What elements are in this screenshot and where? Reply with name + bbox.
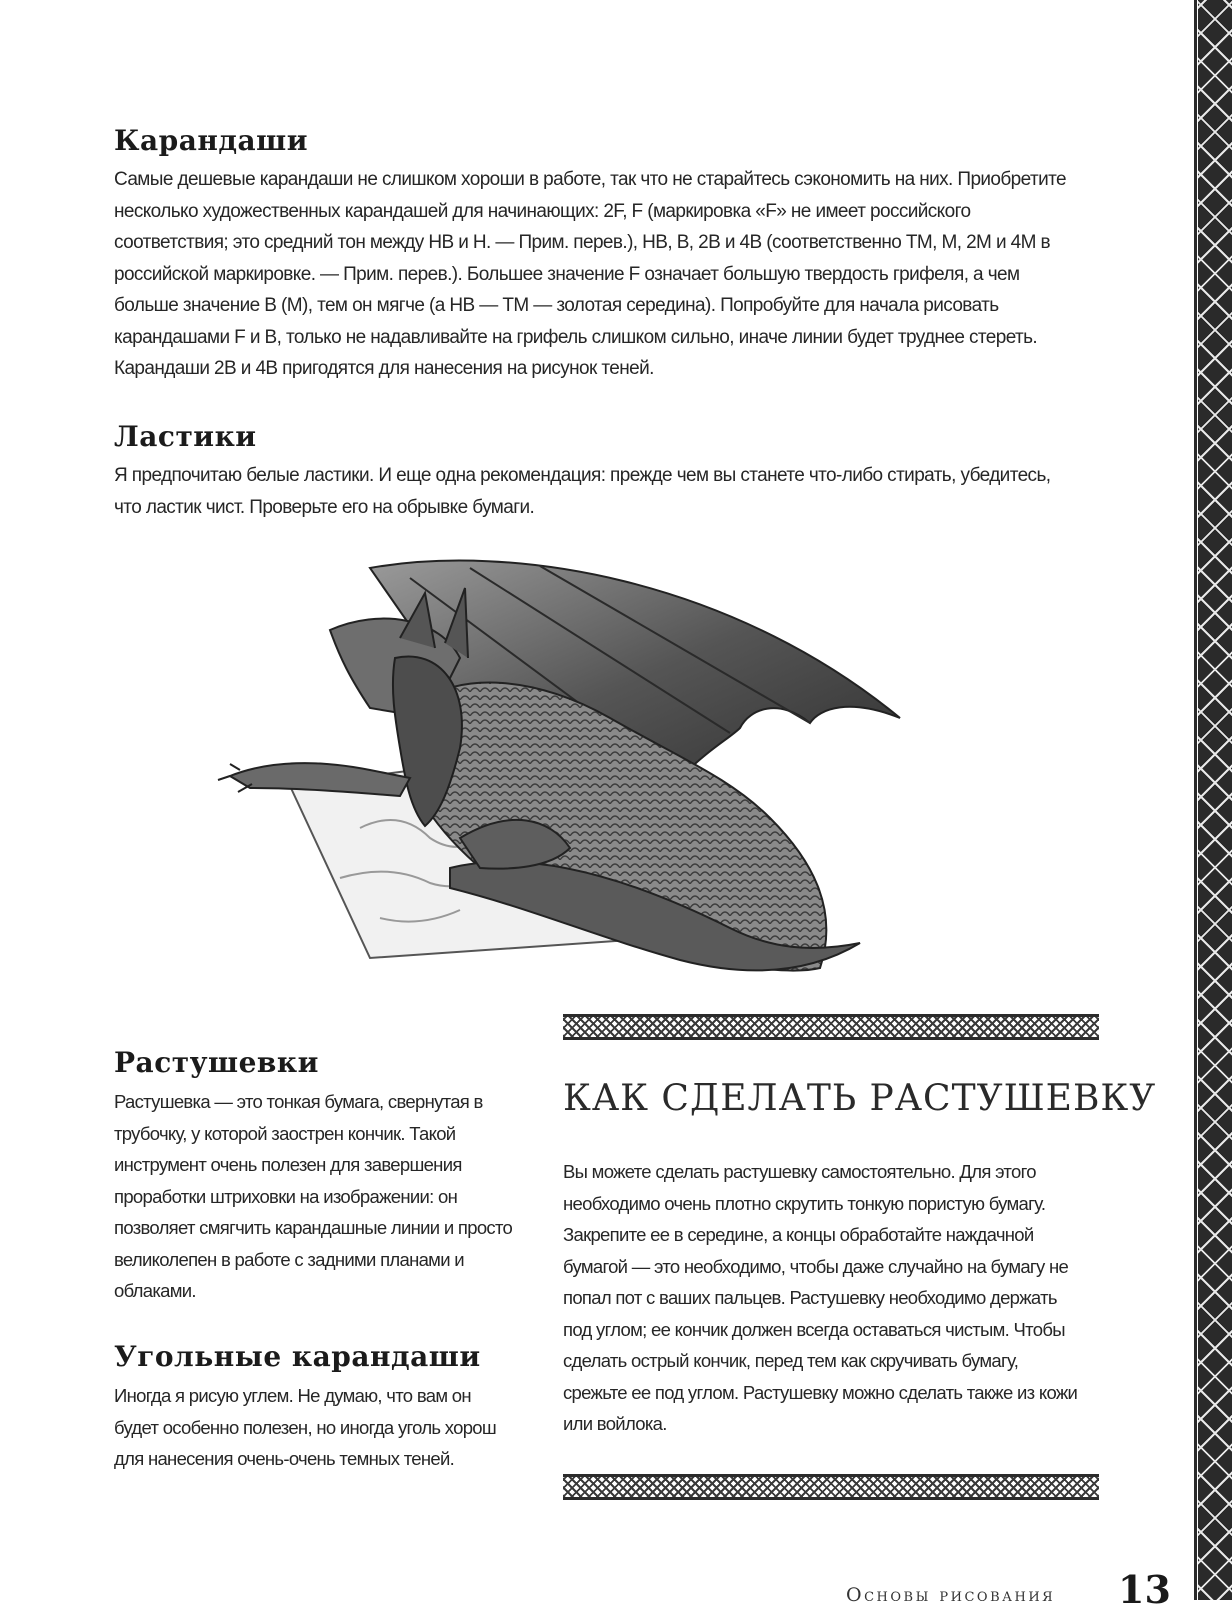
sidebar-text: Вы можете сделать растушевку самостоятельно. Для этого необходимо очень плотно скрутить тонкую пористую бумагу. Закрепите ее в середине, а концы обработайте наждачной бумагой — это необходимо, чтобы даже случайно на бумагу не попал пот с ваших пальцев. Растушевку необходимо держать под углом; ее кончик должен всегда оставаться чистым. Чтобы сделать острый кончик, перед тем как скручивать бумагу, срежьте ее под углом. Растушевку можно сделать также из кожи или войлока. (563, 1161, 1078, 1434)
text-pencils: Самые дешевые карандаши не слишком хороши в работе, так что не старайтесь сэкономить на них. Приобретите несколько художественных карандашей для начинающих: 2F, F (маркировка «F» не имеет российского соответствия; это средний тон между HB и H. — Прим. перев.), HB, B, 2B и 4B (соответственно ТМ, М, 2М и 4М в российской маркировке. — Прим. перев.). Большее значение F означает большую твердость грифеля, а чем больше значение B (M), тем он мягче (а HB — ТМ — золотая середина). Попробуйте для начала рисовать карандашами F и B, только не надавливайте на грифель слишком сильно, иначе линии будет труднее стереть. Карандаши 2B и 4B пригодятся для нанесения на рисунок теней. (114, 169, 1066, 379)
sidebar-title: КАК СДЕЛАТЬ РАСТУШЕВКУ (563, 1078, 1157, 1119)
heading-erasers: Ластики (114, 420, 257, 453)
dragon-illustration (210, 548, 920, 980)
text-charcoal: Иногда я рисую углем. Не думаю, что вам он будет особенно полезен, но иногда уголь хорош для нанесения очень-очень темных теней. (114, 1385, 497, 1469)
sidebar-bottom-border (563, 1474, 1099, 1500)
decorative-side-border (1198, 0, 1232, 1600)
heading-charcoal: Угольные карандаши (114, 1340, 481, 1373)
footer-section-name: Основы рисования (846, 1584, 1056, 1606)
text-erasers: Я предпочитаю белые ластики. И еще одна рекомендация: прежде чем вы станете что-либо стирать, убедитесь, что ластик чист. Проверьте его на обрывке бумаги. (114, 465, 1051, 518)
heading-stumps: Растушевки (114, 1046, 319, 1079)
page-number: 13 (1118, 1567, 1171, 1612)
heading-pencils: Карандаши (114, 124, 308, 157)
sidebar-top-border (563, 1014, 1099, 1040)
text-stumps: Растушевка — это тонкая бумага, свернутая в трубочку, у которой заострен кончик. Такой инструмент очень полезен для завершения проработки штриховки на изображении: он позволяет смягчить карандашные линии и просто великолепен в работе с задними планами и облаками. (114, 1091, 513, 1301)
